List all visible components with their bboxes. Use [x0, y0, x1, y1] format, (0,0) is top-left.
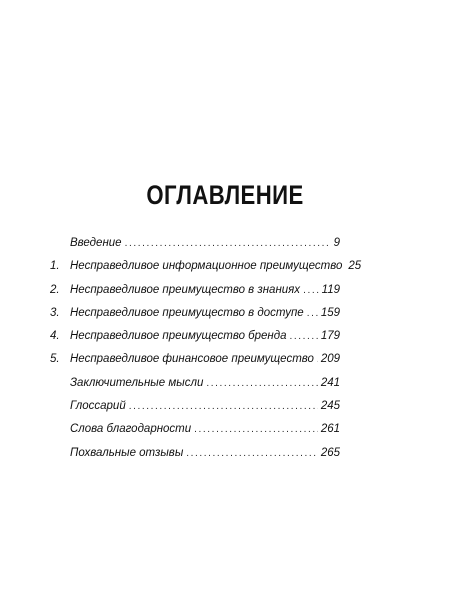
toc-entry-number: 1.	[50, 260, 60, 273]
dot-leader	[307, 302, 318, 325]
table-of-contents	[50, 232, 362, 465]
toc-entry[interactable]	[50, 279, 340, 302]
toc-entry-number: 5.	[50, 353, 60, 366]
toc-entry[interactable]	[50, 232, 340, 255]
toc-entry[interactable]	[50, 255, 362, 278]
toc-entry[interactable]	[50, 418, 340, 441]
toc-entry[interactable]	[50, 442, 340, 465]
toc-entry-number: 2.	[50, 283, 60, 296]
dot-leader	[129, 395, 318, 418]
toc-entry-page: 245	[320, 400, 340, 413]
page-title: ОГЛАВЛЕНИЕ	[146, 180, 304, 211]
toc-entry-title: Заключительные мысли	[70, 376, 204, 389]
dot-leader	[125, 232, 331, 255]
toc-entry-page: 25	[348, 260, 362, 273]
toc-entry-title: Несправедливое преимущество бренда	[70, 330, 287, 343]
toc-entry[interactable]	[50, 325, 340, 348]
toc-entry-title: Несправедливое преимущество в знаниях	[70, 283, 301, 296]
toc-entry-number: 4.	[50, 330, 60, 343]
dot-leader	[290, 325, 318, 348]
toc-entry-page: 265	[320, 446, 340, 459]
toc-entry-title: Введение	[70, 237, 122, 249]
toc-entry-title: Несправедливое информационное преимущество	[70, 260, 343, 273]
toc-entry-page: 119	[321, 283, 340, 296]
dot-leader	[194, 418, 318, 441]
toc-entry-page: 209	[320, 353, 340, 366]
toc-entry-title: Похвальные отзывы	[70, 446, 184, 459]
dot-leader	[206, 372, 317, 395]
dot-leader	[186, 442, 318, 465]
toc-entry-page: 179	[320, 330, 340, 343]
dot-leader	[303, 279, 319, 302]
toc-entry-page: 241	[320, 376, 340, 389]
toc-entry-title: Несправедливое преимущество в доступе	[70, 306, 304, 319]
toc-entry-page: 261	[320, 423, 340, 436]
toc-entry-title: Глоссарий	[70, 400, 126, 413]
toc-entry[interactable]	[50, 302, 340, 325]
toc-entry-title: Слова благодарности	[70, 423, 192, 436]
toc-entry-page: 9	[333, 237, 340, 249]
toc-entry[interactable]	[50, 395, 340, 418]
toc-entry-title: Несправедливое финансовое преимущество	[70, 353, 314, 366]
toc-entry[interactable]	[50, 372, 340, 395]
toc-entry-page: 159	[320, 306, 340, 319]
toc-entry[interactable]	[50, 348, 340, 371]
toc-entry-number: 3.	[50, 306, 60, 319]
